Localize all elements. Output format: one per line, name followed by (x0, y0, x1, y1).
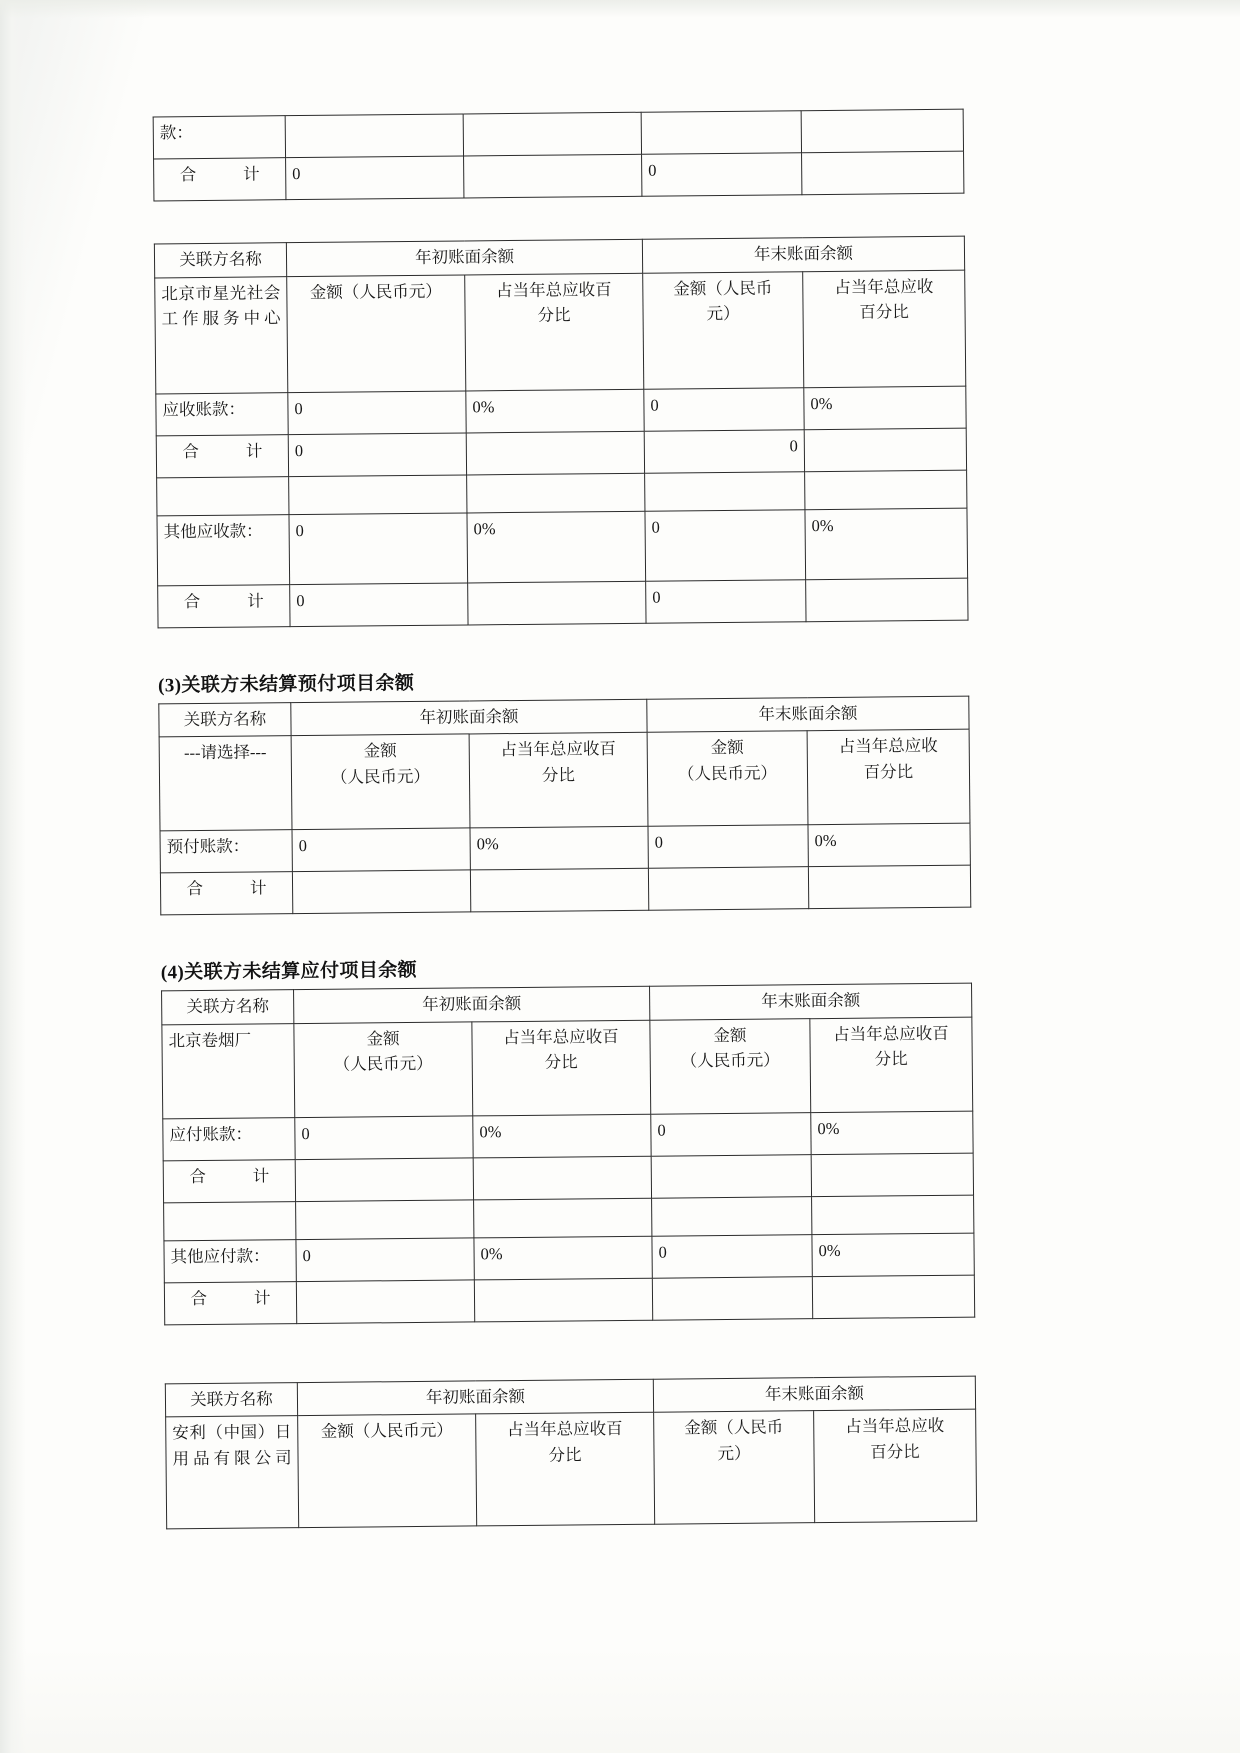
cell-closing-pct (808, 865, 970, 909)
header-opening-percent-line1: 占当年总应收百 (495, 279, 612, 300)
party-name-select[interactable]: ---请选择--- (159, 736, 292, 831)
header-party-name: 关联方名称 (165, 1382, 297, 1417)
cell-opening-amount: 0 (286, 156, 464, 200)
header-opening-percent (469, 732, 648, 828)
row-label-total: 合 计 (164, 1281, 296, 1324)
cell-opening-amount (292, 870, 470, 914)
header-closing-percent-line2: 百分比 (859, 302, 909, 322)
cell-opening-pct: 0% (474, 1236, 652, 1280)
header-opening-amount-line2: （人民币元） (333, 1054, 433, 1075)
table-subheader-row (162, 1017, 973, 1119)
header-opening-amount-line1: 金额 (366, 1028, 400, 1049)
row-label: 应付账款： (163, 1117, 295, 1160)
cell-empty (474, 1198, 652, 1238)
cell-opening-amount: 0 (288, 433, 466, 477)
header-opening-balance: 年初账面余额 (286, 239, 642, 276)
cell-opening-amount: 0 (292, 828, 470, 872)
header-opening-percent-line1: 占当年总应收百 (500, 739, 617, 760)
header-opening-percent-line2: 分比 (548, 1445, 582, 1465)
table-related-party-payable (161, 983, 975, 1325)
table-related-party-amway (165, 1375, 977, 1529)
cell-closing-pct: 0% (812, 1233, 974, 1277)
header-closing-percent (807, 729, 970, 825)
header-closing-percent-line1: 占当年总应收 (838, 736, 938, 757)
header-closing-amount-line1: 金额 (713, 1025, 747, 1045)
table-subheader-row (155, 270, 966, 394)
cell-opening-amount: 0 (290, 583, 468, 627)
table-row (164, 1275, 974, 1325)
cell-opening-pct: 0% (466, 389, 644, 433)
cell-opening-pct: 0% (473, 1114, 651, 1158)
cell-opening-pct (474, 1278, 652, 1322)
row-label-total: 合 计 (158, 584, 290, 627)
cell-closing-pct (804, 428, 966, 472)
cell-closing-amount: 0 (652, 1234, 812, 1278)
cell-closing-pct (806, 578, 968, 622)
cell-opening-pct (473, 1156, 651, 1200)
cell-empty (296, 1200, 474, 1240)
table-row (154, 151, 964, 201)
table-row (158, 578, 968, 628)
header-opening-balance: 年初账面余额 (294, 986, 650, 1023)
header-opening-percent-line1: 占当年总应收百 (503, 1026, 619, 1047)
row-label: 预付账款： (160, 830, 292, 873)
spacer (4, 1315, 1240, 1385)
header-opening-percent-line2: 分比 (537, 305, 571, 325)
cell-closing-amount: 0 (646, 579, 806, 623)
header-closing-amount-line1: 金额 (710, 737, 744, 758)
header-opening-percent (472, 1020, 651, 1116)
header-opening-percent (476, 1412, 655, 1526)
cell-party-name: 北京市星光社会工作服务中心 (155, 276, 288, 393)
cell-opening-pct: 0% (467, 511, 646, 583)
cell-opening-amount: 0 (296, 1238, 474, 1282)
cell-opening-amount (296, 1280, 474, 1324)
row-label-total: 合 计 (163, 1159, 295, 1202)
header-party-name: 关联方名称 (154, 243, 286, 278)
header-opening-amount (291, 734, 470, 830)
row-label-total: 合 计 (154, 158, 286, 201)
header-closing-amount (650, 1018, 811, 1114)
top-spacer (0, 0, 1233, 118)
row-label: 款： (153, 116, 285, 159)
cell-opening-amount: 0 (289, 513, 468, 585)
cell-closing-pct: 0% (811, 1111, 973, 1155)
header-closing-percent (803, 270, 966, 388)
row-label-total: 合 计 (156, 434, 288, 477)
cell-closing-amount: 0 (644, 387, 804, 431)
cell-empty (812, 1195, 974, 1235)
header-closing-amount-line1: 金额（人民币 (673, 278, 773, 299)
table-continued-fragment (153, 109, 965, 202)
table-related-party-receivable (154, 236, 969, 628)
cell-closing-pct: 0% (808, 823, 970, 867)
header-closing-percent (814, 1409, 977, 1523)
cell-opening-pct (470, 868, 648, 912)
header-closing-percent-line1: 占当年总应收 (834, 276, 934, 297)
header-closing-percent-line1: 占当年总应收百 (833, 1023, 949, 1044)
cell-closing-amount: 0 (648, 825, 808, 869)
cell-empty (164, 1201, 296, 1240)
row-label-total: 合 计 (160, 872, 292, 915)
header-party-name: 关联方名称 (159, 702, 291, 737)
section-3-heading: (3)关联方未结算预付项目余额 (158, 672, 415, 696)
cell-party-name: 北京卷烟厂 (162, 1023, 295, 1118)
table-row (160, 865, 970, 915)
header-closing-percent-line2: 百分比 (863, 761, 914, 782)
cell-opening-pct (464, 154, 642, 198)
header-closing-amount-line2: （人民币元） (680, 1050, 780, 1071)
header-opening-amount-line2: （人民币元） (330, 766, 431, 787)
header-closing-amount-line2: （人民币元） (677, 763, 778, 784)
cell-opening-pct: 0% (470, 826, 648, 870)
section-4-heading: (4)关联方未结算应付项目余额 (160, 960, 418, 984)
header-opening-balance: 年初账面余额 (297, 1379, 653, 1416)
cell-party-name: 安利（中国）日用品有限公司 (166, 1416, 299, 1529)
cell-opening-amount (295, 1158, 473, 1202)
cell-empty (289, 475, 467, 515)
header-closing-percent-line1: 占当年总应收 (845, 1416, 945, 1437)
table-row (157, 508, 968, 586)
header-party-name: 关联方名称 (162, 990, 294, 1025)
cell-opening-pct (463, 112, 641, 156)
header-closing-balance: 年末账面余额 (647, 696, 969, 733)
header-closing-amount (654, 1411, 815, 1525)
cell-closing-amount: 0 (644, 429, 804, 473)
header-closing-amount-line2: 元） (706, 303, 740, 324)
table-subheader-row (159, 729, 970, 831)
header-closing-amount-line1: 金额（人民币 (684, 1417, 784, 1438)
header-opening-percent-line1: 占当年总应收百 (506, 1419, 623, 1440)
cell-opening-amount: 0 (295, 1116, 473, 1160)
cell-opening-pct (466, 431, 644, 475)
header-opening-percent-line2: 分比 (544, 1052, 578, 1072)
cell-opening-pct (468, 581, 646, 625)
header-opening-amount (294, 1022, 473, 1118)
header-closing-percent-line2: 分比 (874, 1049, 908, 1069)
row-label: 应收账款： (156, 392, 288, 435)
cell-empty (157, 476, 289, 515)
cell-closing-amount: 0 (645, 509, 806, 581)
cell-opening-amount: 0 (288, 391, 466, 435)
header-closing-amount (643, 271, 804, 389)
header-opening-amount: 金额（人民币元） (298, 1414, 477, 1528)
cell-opening-amount (285, 114, 463, 158)
cell-closing-amount (648, 867, 808, 911)
header-closing-balance: 年末账面余额 (653, 1376, 975, 1413)
header-opening-amount: 金额（人民币元） (287, 275, 466, 393)
header-closing-amount (647, 731, 808, 827)
cell-closing-pct (812, 1275, 974, 1319)
cell-empty (467, 473, 645, 513)
cell-closing-amount (651, 1154, 811, 1198)
cell-closing-amount (641, 111, 801, 155)
cell-closing-amount (652, 1276, 812, 1320)
header-closing-percent (810, 1017, 973, 1113)
header-closing-percent-line2: 百分比 (870, 1441, 920, 1462)
table-related-party-prepayment (158, 695, 971, 915)
header-closing-balance: 年末账面余额 (650, 983, 972, 1020)
cell-closing-pct (802, 151, 964, 195)
header-closing-amount-line2: 元） (717, 1443, 751, 1463)
cell-closing-amount: 0 (651, 1112, 811, 1156)
header-opening-percent (465, 273, 644, 391)
cell-closing-amount: 0 (642, 153, 802, 197)
cell-closing-pct (801, 109, 963, 153)
header-opening-balance: 年初账面余额 (291, 699, 647, 736)
header-opening-amount-line1: 金额 (363, 741, 397, 761)
cell-empty (805, 470, 967, 510)
row-label: 其他应付款： (164, 1239, 296, 1282)
header-opening-percent-line2: 分比 (541, 765, 576, 785)
cell-closing-pct: 0% (805, 508, 968, 580)
cell-empty (645, 471, 805, 511)
header-closing-balance: 年末账面余额 (642, 236, 964, 273)
cell-empty (652, 1196, 812, 1236)
row-label: 其他应收款： (157, 514, 290, 585)
table-subheader-row (166, 1409, 977, 1529)
cell-closing-pct: 0% (804, 386, 966, 430)
cell-closing-pct (811, 1153, 973, 1197)
